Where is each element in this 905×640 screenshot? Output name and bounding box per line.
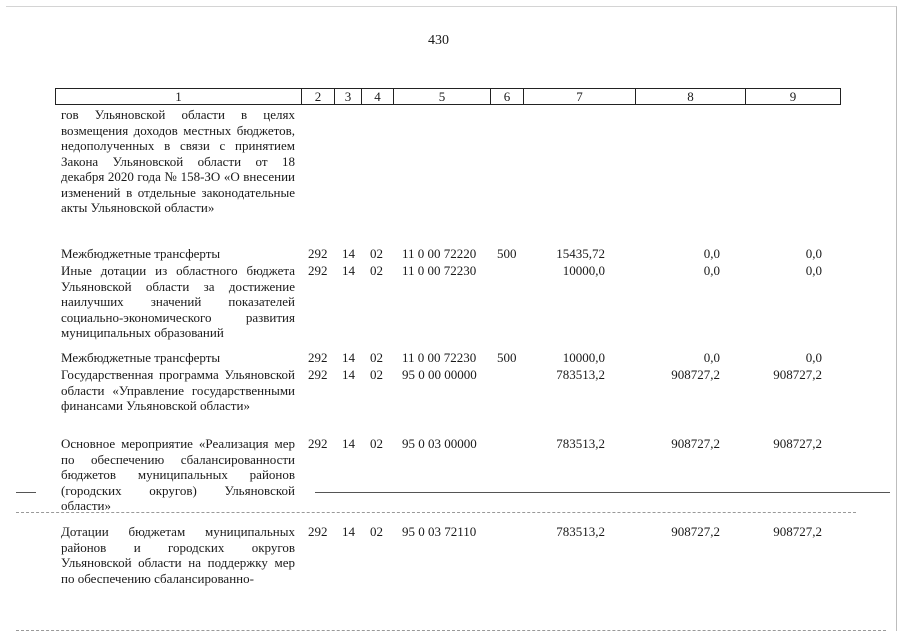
cell-subsection: 02	[370, 246, 383, 261]
header-col-2: 2	[302, 89, 335, 104]
cell-subsection: 02	[370, 524, 383, 539]
cell-subsection: 02	[370, 263, 383, 278]
cell-amount-1: 783513,2	[556, 436, 605, 451]
cell-expense-type: 500	[497, 246, 517, 261]
cell-subsection: 02	[370, 367, 383, 382]
cell-amount-1: 783513,2	[556, 367, 605, 382]
cell-target-article: 11 0 00 72230	[402, 350, 477, 365]
row-description: Иные дотации из областного бюджета Ульяновской области за достижение наилучших значений показателей социально-экономического развития муниципальных образований	[61, 263, 295, 340]
cell-ministry: 292	[308, 524, 328, 539]
cell-section: 14	[342, 524, 355, 539]
header-col-3: 3	[335, 89, 362, 104]
cell-section: 14	[342, 246, 355, 261]
row-description: Дотации бюджетам муниципальных районов и городских округов Ульяновской области на поддержку мер по обеспечению сбалансированно-	[61, 524, 295, 586]
cell-target-article: 95 0 00 00000	[402, 367, 477, 382]
cell-target-article: 95 0 03 72110	[402, 524, 477, 539]
header-col-6: 6	[491, 89, 524, 104]
cell-ministry: 292	[308, 263, 328, 278]
cell-subsection: 02	[370, 350, 383, 365]
row-description: Межбюджетные трансферты	[61, 246, 221, 261]
scan-artifact-line	[16, 492, 36, 493]
cell-target-article: 11 0 00 72220	[402, 246, 477, 261]
cell-amount-1: 783513,2	[556, 524, 605, 539]
cell-section: 14	[342, 367, 355, 382]
cell-amount-3: 0,0	[805, 350, 822, 365]
cell-amount-2: 908727,2	[671, 524, 720, 539]
cell-subsection: 02	[370, 436, 383, 451]
cell-amount-3: 908727,2	[773, 367, 822, 382]
cell-target-article: 95 0 03 00000	[402, 436, 477, 451]
cell-amount-1: 10000,0	[562, 350, 605, 365]
cell-target-article: 11 0 00 72230	[402, 263, 477, 278]
header-col-4: 4	[362, 89, 394, 104]
page-number: 430	[428, 33, 449, 48]
cell-amount-2: 908727,2	[671, 436, 720, 451]
cell-section: 14	[342, 436, 355, 451]
row-description: гов Ульяновской области в целях возмещения доходов местных бюджетов, недополученных в связи с принятием Закона Ульяновской области от 18 декабря 2020 года № 158-ЗО «О внесении изменений в отдельные законодательные акты Ульяновской области»	[61, 107, 295, 215]
cell-amount-1: 15435,72	[556, 246, 605, 261]
cell-ministry: 292	[308, 436, 328, 451]
scan-artifact-line	[315, 492, 890, 493]
cell-amount-3: 0,0	[805, 246, 822, 261]
header-col-5: 5	[394, 89, 491, 104]
cell-section: 14	[342, 263, 355, 278]
row-description: Межбюджетные трансферты	[61, 350, 221, 365]
row-description: Основное мероприятие «Реализация мер по обеспечению сбалансированности бюджетов муниципальных районов (городских округов) Ульяновской области»	[61, 436, 295, 513]
header-col-7: 7	[524, 89, 636, 104]
cell-amount-1: 10000,0	[562, 263, 605, 278]
row-description: Государственная программа Ульяновской области «Управление государственными финансами Ульяновской области»	[61, 367, 295, 413]
scan-artifact-dotted	[16, 630, 886, 632]
cell-ministry: 292	[308, 350, 328, 365]
cell-amount-3: 0,0	[805, 263, 822, 278]
header-col-9: 9	[789, 89, 797, 104]
cell-expense-type: 500	[497, 350, 517, 365]
cell-ministry: 292	[308, 367, 328, 382]
cell-amount-2: 0,0	[703, 350, 720, 365]
cell-ministry: 292	[308, 246, 328, 261]
scan-artifact-dotted	[16, 512, 856, 514]
cell-amount-3: 908727,2	[773, 524, 822, 539]
table-header	[55, 88, 841, 105]
header-col-1: 1	[56, 89, 302, 104]
cell-amount-2: 0,0	[703, 263, 720, 278]
cell-section: 14	[342, 350, 355, 365]
header-col-8: 8	[636, 89, 746, 104]
cell-amount-2: 0,0	[703, 246, 720, 261]
cell-amount-3: 908727,2	[773, 436, 822, 451]
cell-amount-2: 908727,2	[671, 367, 720, 382]
